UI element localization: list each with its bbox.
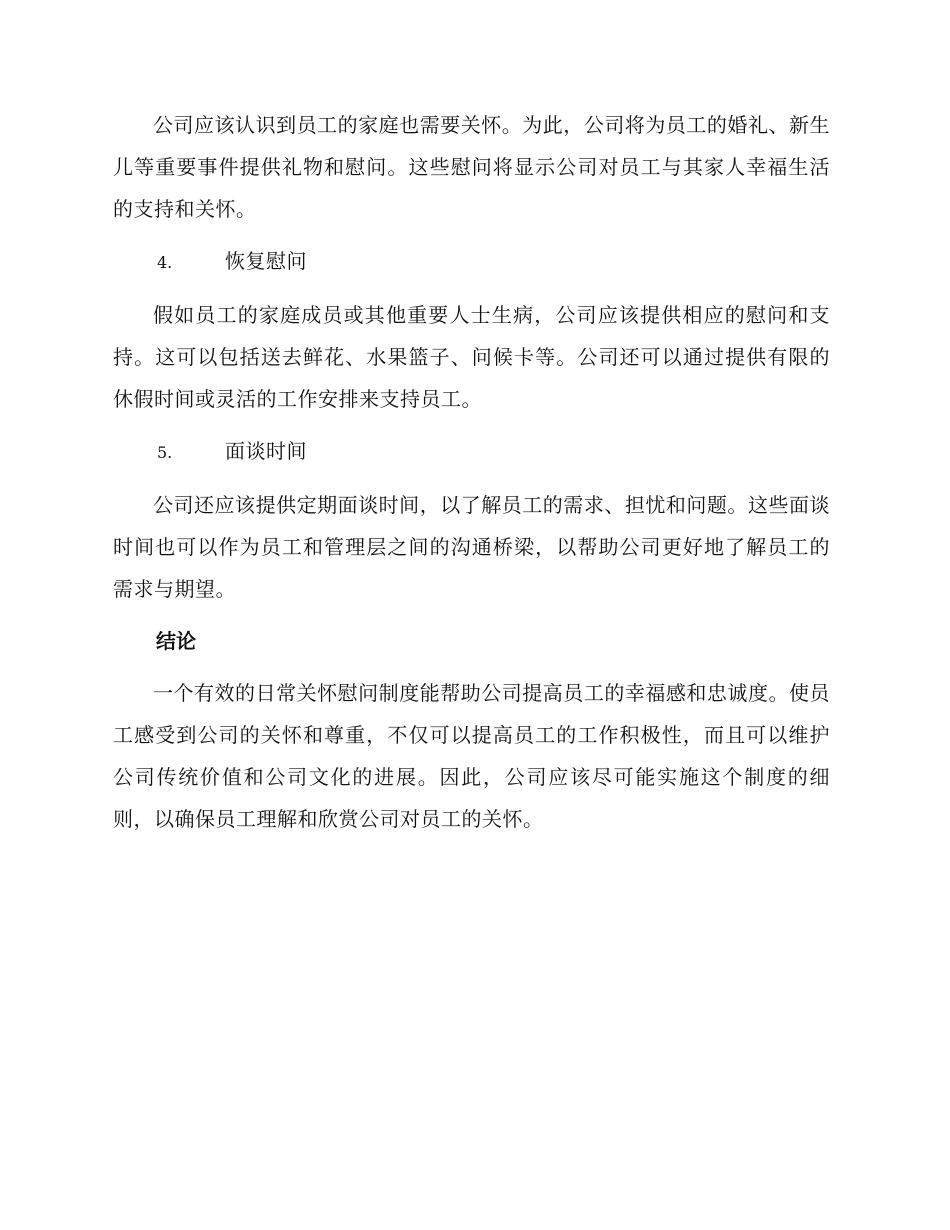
list-title: 恢复慰问 (225, 249, 307, 273)
paragraph-conclusion: 一个有效的日常关怀慰问制度能帮助公司提高员工的幸福感和忠诚度。使员工感受到公司的关怀和尊重，不仅可以提高员工的工作积极性，而且可以维护公司传统价值和公司文化的进展。因此，公司应该尽可能实施这个制度的细则，以确保员工理解和欣赏公司对员工的关怀。 (113, 681, 830, 831)
paragraph-regular-interviews: 公司还应该提供定期面谈时间，以了解员工的需求、担忧和问题。这些面谈时间也可以作为员工和管理层之间的沟通桥梁，以帮助公司更好地了解员工的需求与期望。 (113, 493, 830, 601)
conclusion-heading: 结论 (156, 629, 196, 653)
paragraph-illness-support: 假如员工的家庭成员或其他重要人士生病，公司应该提供相应的慰问和支持。这可以包括送去鲜花、水果篮子、问候卡等。公司还可以通过提供有限的休假时间或灵活的工作安排来支持员工。 (113, 303, 830, 411)
list-number: 4. (157, 253, 173, 272)
list-item-interview-time (113, 430, 830, 474)
list-item-recovery-condolence (113, 240, 830, 284)
list-number: 5. (157, 443, 173, 462)
paragraph-family-care: 公司应该认识到员工的家庭也需要关怀。为此，公司将为员工的婚礼、新生儿等重要事件提供礼物和慰问。这些慰问将显示公司对员工与其家人幸福生活的支持和关怀。 (113, 113, 830, 221)
list-title: 面谈时间 (225, 439, 307, 463)
